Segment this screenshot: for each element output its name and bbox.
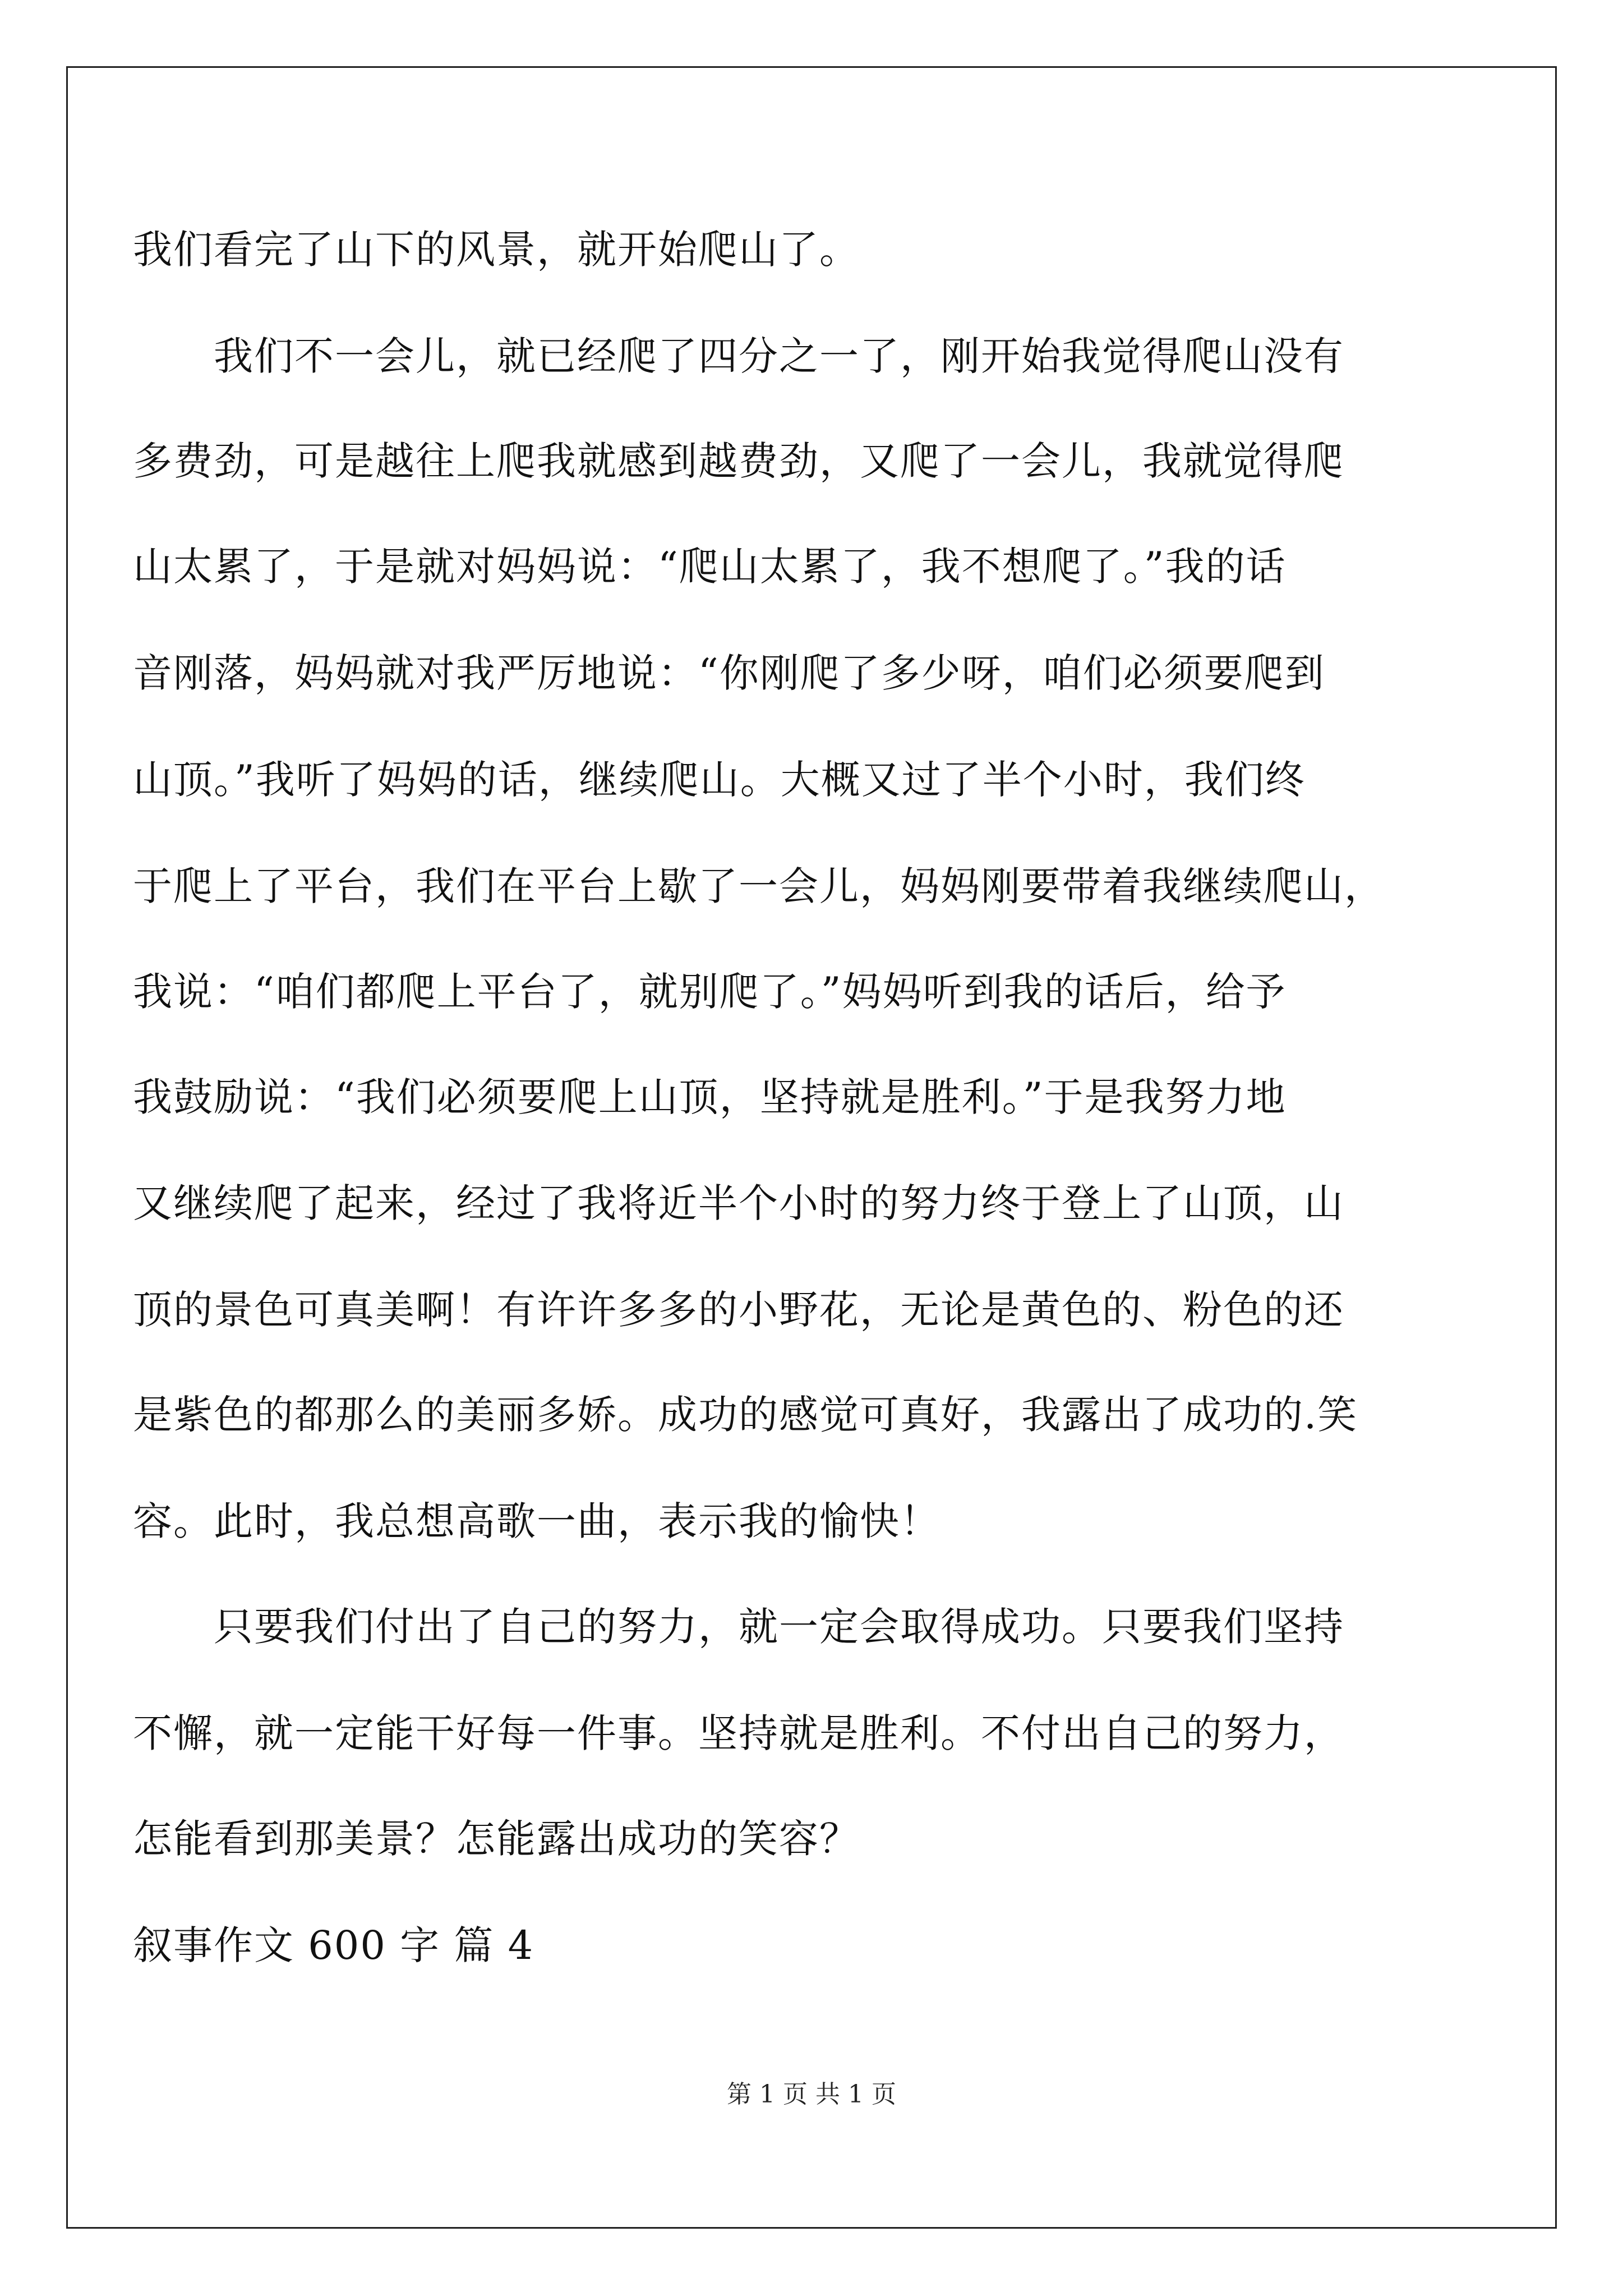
paragraph-start: 我们不一会儿，就已经爬了四分之一了，刚开始我觉得爬山没有 (214, 333, 1344, 379)
text-line: 又继续爬了起来，经过了我将近半个小时的努力终于登上了山顶，山 (133, 1180, 1344, 1226)
text-line: 是紫色的都那么的美丽多娇。成功的感觉可真好，我露出了成功的.笑 (133, 1392, 1358, 1438)
text-line: 我说：“咱们都爬上平台了，就别爬了。”妈妈听到我的话后，给予 (133, 969, 1287, 1015)
page-border (66, 66, 1557, 2229)
text-line: 顶的景色可真美啊！有许许多多的小野花，无论是黄色的、粉色的还 (133, 1287, 1344, 1333)
text-line: 山顶。”我听了妈妈的话，继续爬山。大概又过了半个小时，我们终 (133, 757, 1306, 803)
text-line: 怎能看到那美景？怎能露出成功的笑容？ (133, 1816, 860, 1862)
paragraph-start: 只要我们付出了自己的努力，就一定会取得成功。只要我们坚持 (214, 1604, 1344, 1650)
text-line: 容。此时，我总想高歌一曲，表示我的愉快！ (133, 1498, 940, 1544)
text-line: 我们看完了山下的风景，就开始爬山了。 (133, 227, 860, 273)
section-heading: 叙事作文 600 字 篇 4 (133, 1922, 534, 1968)
text-line: 山太累了，于是就对妈妈说：“爬山太累了，我不想爬了。”我的话 (133, 544, 1287, 590)
page-footer: 第 1 页 共 1 页 (727, 2080, 896, 2109)
text-line: 于爬上了平台，我们在平台上歇了一会儿，妈妈刚要带着我继续爬山， (133, 863, 1385, 909)
text-line: 音刚落，妈妈就对我严厉地说：“你刚爬了多少呀，咱们必须要爬到 (133, 650, 1325, 696)
text-line: 不懈，就一定能干好每一件事。坚持就是胜利。不付出自己的努力， (133, 1710, 1344, 1756)
text-line: 我鼓励说：“我们必须要爬上山顶，坚持就是胜利。”于是我努力地 (133, 1074, 1287, 1120)
text-line: 多费劲，可是越往上爬我就感到越费劲，又爬了一会儿，我就觉得爬 (133, 438, 1344, 484)
